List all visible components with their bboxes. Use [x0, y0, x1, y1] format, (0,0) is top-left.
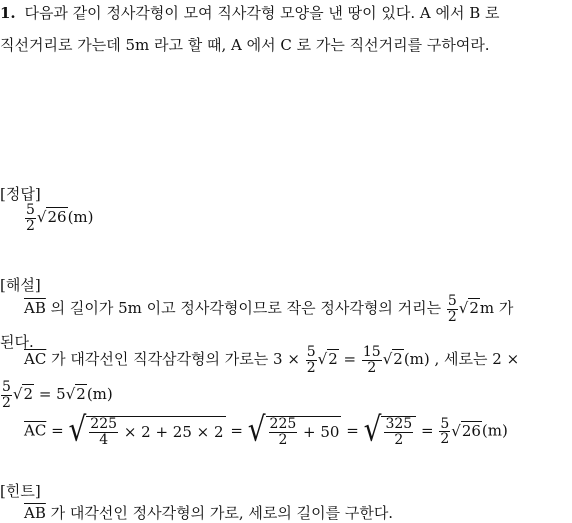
radicand: 2	[393, 350, 403, 369]
answer-sqrt: √26	[36, 208, 67, 227]
fraction-denominator: 2	[367, 359, 377, 376]
hint-header: [힌트]	[0, 482, 41, 500]
problem-text-2: 직선거리로 가는데 5m 라고 할 때, A 에서 C 로 가는 직선거리를 구하여라.	[0, 36, 490, 54]
segment-ac: $\overline{AC}$	[24, 421, 47, 440]
explanation-header: [해설]	[0, 276, 41, 294]
problem-line-1	[0, 2, 500, 23]
fraction-numerator: 225	[269, 416, 297, 432]
fraction	[89, 417, 118, 447]
text: 가 대각선인 직각삼각형의 가로는 3 ×	[51, 350, 300, 369]
fraction	[447, 294, 458, 324]
fraction-numerator: 5	[2, 379, 11, 395]
sqrt: √2	[65, 385, 86, 404]
hint-text: 가 대각선인 정사각형의 가로, 세로의 길이를 구한다.	[50, 504, 394, 522]
text: 의 길이가 5m 이고 정사각형이므로 작은 정사각형의 거리는	[50, 299, 442, 318]
equals: =	[343, 350, 357, 369]
sqrt: √26	[451, 421, 481, 440]
unit: (m)	[86, 385, 113, 404]
explanation-line-1	[24, 294, 513, 324]
fraction-denominator: 2	[394, 431, 404, 448]
radicand: 2	[23, 385, 34, 404]
fraction-denominator: 2	[306, 359, 316, 376]
explanation-line-3	[0, 380, 113, 410]
answer-header: [정답]	[0, 185, 41, 203]
radicand: 26	[461, 421, 481, 440]
fraction-numerator: 5	[306, 344, 316, 360]
sqrt: √ $\frac{225}{4}$ × 2 + 25 × 2	[68, 409, 224, 449]
segment-ab: $\overline{AB}$	[24, 504, 46, 522]
fraction-denominator: 4	[99, 431, 109, 448]
explanation-line-4	[24, 409, 508, 449]
fraction-denominator: 2	[2, 394, 11, 411]
text: m 가	[479, 299, 514, 318]
fraction-denominator: 2	[447, 308, 457, 325]
hint-line	[24, 502, 393, 523]
text: + 50	[303, 423, 340, 442]
answer-value	[24, 203, 94, 233]
equals: =	[346, 421, 359, 440]
explanation-line-1-wrap: 된다.	[0, 333, 34, 351]
segment-ac: $\overline{AC}$	[24, 350, 47, 369]
fraction-numerator: 325	[385, 416, 413, 432]
fraction	[269, 417, 298, 447]
problem-number: 1.	[0, 4, 16, 22]
fraction	[384, 417, 413, 447]
sqrt: √2	[382, 350, 403, 369]
fraction	[306, 345, 317, 375]
fraction-denominator: 2	[440, 431, 450, 448]
fraction-numerator: 225	[90, 416, 118, 432]
fraction-denominator: 2	[278, 431, 288, 448]
segment-ab: $\overline{AB}$	[24, 299, 46, 318]
equals: =	[230, 421, 243, 440]
equals: = 5	[38, 385, 66, 404]
equals: =	[51, 421, 64, 440]
text: (m) , 세로는 2 ×	[403, 350, 520, 369]
unit: (m)	[481, 421, 508, 440]
radicand: 26	[47, 208, 67, 227]
equals: =	[420, 421, 434, 440]
radicand: 2	[328, 350, 338, 369]
radicand: 2	[469, 299, 479, 318]
sqrt: √2	[12, 385, 34, 404]
problem-text-1: 다음과 같이 정사각형이 모여 직사각형 모양을 낸 땅이 있다. A 에서 B 로	[24, 4, 500, 22]
answer-fraction	[25, 203, 36, 233]
fraction-numerator: 5	[447, 293, 457, 309]
answer-unit: (m)	[67, 208, 94, 227]
sqrt: √ $\frac{225}{2}$ + 50	[247, 409, 340, 449]
sqrt: √2	[458, 299, 479, 318]
explanation-line-2	[24, 345, 519, 375]
sqrt: √2	[317, 350, 338, 369]
text: × 2 + 25 × 2	[123, 423, 224, 442]
fraction	[1, 380, 12, 410]
sqrt: √ $\frac{325}{2}$	[364, 416, 417, 447]
fraction-numerator: 15	[362, 344, 381, 360]
fraction	[362, 345, 382, 375]
fraction-numerator: 5	[26, 202, 35, 218]
problem-line-2	[0, 34, 490, 55]
fraction-numerator: 5	[440, 415, 450, 432]
fraction-denominator: 2	[26, 217, 35, 234]
radicand: 2	[76, 385, 86, 404]
fraction	[439, 417, 450, 447]
